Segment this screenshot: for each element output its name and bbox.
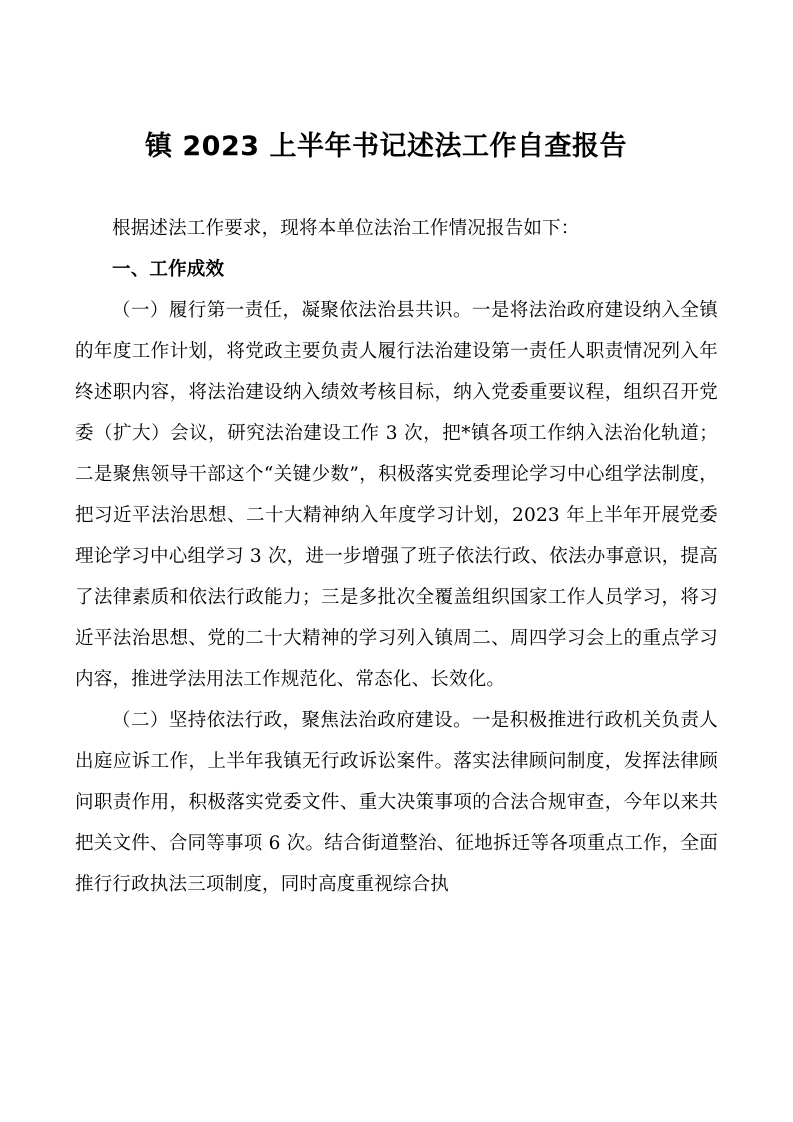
document-body xyxy=(75,208,718,905)
paragraph-1: （一）履行第一责任，凝聚依法治县共识。一是将法治政府建设纳入全镇的年度工作计划，将党政主要负责人履行法治建设第一责任人职责情况列入年终述职内容，将法治建设纳入绩效考核目标，纳入党委重要议程，组织召开党委（扩大）会议，研究法治建设工作 3 次，把*镇各项工作纳入法治化轨道；二是聚焦领导干部这个“关键少数”，积极落实党委理论学习中心组学法制度，把习近平法治思想、二十大精神纳入年度学习计划，2023 年上半年开展党委理论学习中心组学习 3 次，进一步增强了班子依法行政、依法办事意识，提高了法律素质和依法行政能力；三是多批次全覆盖组织国家工作人员学习，将习近平法治思想、党的二十大精神的学习列入镇周二、周四学习会上的重点学习内容，推进学法用法工作规范化、常态化、长效化。 xyxy=(75,299,719,690)
section-heading-1: 一、工作成效 xyxy=(112,258,225,280)
paragraph-2: （二）坚持依法行政，聚焦法治政府建设。一是积极推进行政机关负责人出庭应诉工作，上半年我镇无行政诉讼案件。落实法律顾问制度，发挥法律顾问职责作用，积极落实党委文件、重大决策事项的合法合规审查，今年以来共把关文件、合同等事项 6 次。结合街道整治、征地拆迁等各项重点工作，全面推行行政执法三项制度，同时高度重视综合执 xyxy=(75,709,718,895)
paragraph-intro: 根据述法工作要求，现将本单位法治工作情况报告如下： xyxy=(112,217,580,239)
page-title: 镇 2023 上半年书记述法工作自查报告 xyxy=(145,131,627,162)
